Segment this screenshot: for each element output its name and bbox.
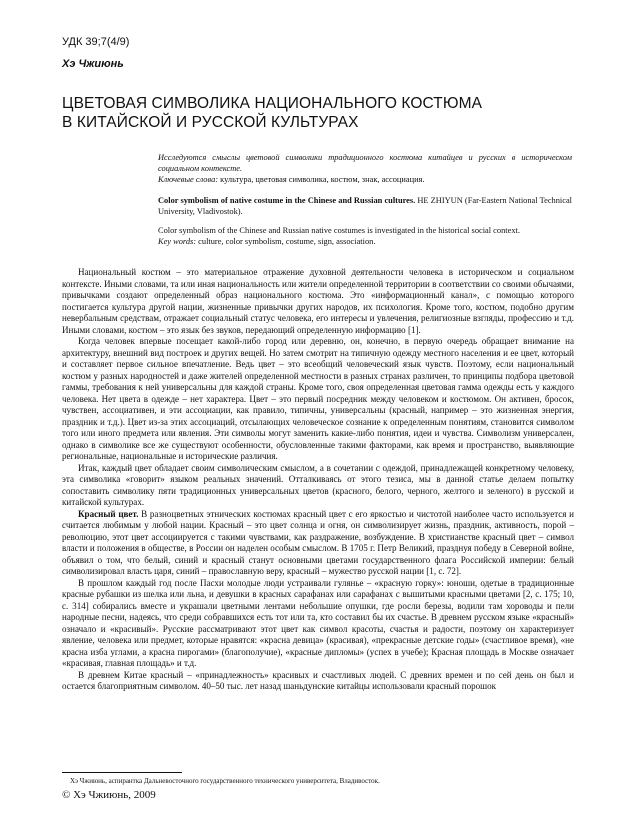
paragraph-5: В прошлом каждый год после Пасхи молодые люди устраивали гулянье – «красную горку»: юноши, одетые в традиционные красные рубашки из шелка или льна, и девушки в красных сарафанах или сарафанах с вышитыми красными цветами [2, с. 175; 10, с. 314] собирались вместе и украшали цветными лентами небольшие опушки, где росли березы, водили там хороводы и пели народные песни, надеясь, что среди собравшихся есть тот или та, кто составил бы их счастье. В древнем русском языке «красный» означало и «красивый». Русские рассматривают этот цвет как символ красоты, счастья и радости, поэтому он характеризует явление, человека или предмет, которые нравятся: «красна девица» (красивая), «прекрасные детские годы» (счастливое время), «не красна изба углами, а красна пирогами» (благополучие), «красные дипломы» (успех в учебе); Красная площадь в Москве означает «красивая, главная площадь» и т.д.: [62, 577, 574, 668]
abstract-en-heading: [158, 195, 572, 217]
abstract-ru-keywords: культура, цветовая символика, костюм, знак, ассоциация.: [220, 175, 425, 184]
abstract-en-keywords: culture, color symbolism, costume, sign, association.: [198, 237, 376, 246]
author-footnote: Хэ Чжиюнь, аспирантка Дальневосточного государственного технического университета, Владивосток.: [70, 777, 380, 785]
paragraph-2: Когда человек впервые посещает какой-либо город или деревню, он, конечно, в первую очередь обращает внимание на архитектуру, внешний вид построек и других вещей. Но затем смотрит на типичную одежду местного населения и ее цвет, который и составляет первое сильное впечатление. Ведь цвет – это всеобщий человеческий язык чувств. Поэтому, если национальный костюм у разных народностей и даже жителей определенной местности в разных странах различен, то принципы подбора цветовой гаммы, требования к ней универсальны для каждой страны. Кроме того, своя определенная цветовая гамма одежды есть у каждого человека. Нет цвета в одежде – нет характера. Цвет – это первый посредник между человеком и костюмом. Он активен, бросок, чувствен, ассоциативен, и эти ассоциации, как правило, типичны, универсальны (красный, например – это жизненная энергия, праздник и т.д.). Цвет из-за этих ассоциаций, отсылающих человеческое сознание к определенным понятиям, становится символом того или иного предмета или явления. Эти символы могут заменить какие-либо понятия, идеи и чувства. Символизм универсален, однако в символике все же существуют особенности, обусловленные такими факторами, как время и пространство, выявляющие региональные, национальные и исторические различия.: [62, 336, 574, 461]
abstract-en: [158, 225, 572, 247]
abstract-ru-keywords-label: Ключевые слова:: [158, 175, 219, 184]
paragraph-4: [62, 509, 574, 578]
paragraph-1: Национальный костюм – это материальное отражение духовной деятельности человека в историческом и социальном контексте. Иными словами, та или иная национальность или жители определенной территории в соответствии со своими обычаями, привычками создают определенный образ национального костюма. Это «информационный канал», с помощью которого постигается культура другой нации, жизненные привычки других народов, их психология. Кроме того, костюм, подобно другим невербальным средствам, отражает социальный статус человека, его интересы и увлечения, религиозные взгляды, профессию и т.д. Иными словами, костюм – это язык без звуков, передающий определенную информацию [1].: [62, 267, 575, 335]
title-line-1: ЦВЕТОВАЯ СИМВОЛИКА НАЦИОНАЛЬНОГО КОСТЮМА: [62, 95, 483, 112]
abstract-block: [158, 152, 572, 247]
udc-code: УДК 39;7(4/9): [62, 36, 130, 48]
paragraph-4-text: В разноцветных этнических костюмах красный цвет с его яркостью и чистотой наиболее часто используется и считается любимым у любой нации. Красный – это цвет солнца и огня, он символизирует жизнь, праздник, активность, порой – революцию, этот цвет ассоциируется с такими чувствами, как раздражение, возбуждение. В христианстве красный цвет – символ власти и положения в обществе, в России он наделен особым смыслом. В 1705 г. Петр Великий, празднуя победу в Северной войне, объявил о том, что белый, синий и красный станут основными цветами государственного флага Российской империи: белый символизировал власть царя, синий – православную веру, красный – мужество русской нации [1, с. 72].: [62, 508, 574, 576]
abstract-ru-text: Исследуются смыслы цветовой символики традиционного костюма китайцев и русских в историческом социальном контексте.: [158, 153, 572, 173]
paragraph-3: Итак, каждый цвет обладает своим символическим смыслом, а в сочетании с одеждой, принадлежащей конкретному человеку, эта символика «говорит» языком реальных значений. Отталкиваясь от этого тезиса, мы в данной статье делаем попытку сопоставить символику пяти традиционных универсальных цветов (красного, белого, черного, желтого и зеленого) в русской и китайской культурах.: [62, 462, 574, 507]
title-line-2: В КИТАЙСКОЙ И РУССКОЙ КУЛЬТУРАХ: [62, 114, 359, 131]
article-body: [62, 267, 574, 693]
abstract-ru: [158, 152, 572, 185]
section-lead-red: Красный цвет.: [78, 508, 139, 519]
abstract-en-author: HE ZHIYUN (Far-Eastern National Technical University, Vladivostok).: [158, 196, 572, 216]
footnote-divider: [62, 772, 182, 773]
paragraph-6: В древнем Китае красный – «принадлежность» красивых и счастливых людей. С древних времен и по сей день он был и остается благоприятным символом. 40–50 тыс. лет назад шаньдунские китайцы использовали красный порошок: [62, 669, 574, 691]
abstract-en-title: Color symbolism of native costume in the Chinese and Russian cultures.: [158, 196, 416, 205]
copyright: © Хэ Чжиюнь, 2009: [62, 789, 156, 801]
abstract-en-text: Color symbolism of the Chinese and Russian native costumes is investigated in the historical social context.: [158, 226, 520, 235]
abstract-en-keywords-label: Key words:: [158, 237, 197, 246]
author-name: Хэ Чжиюнь: [62, 58, 124, 70]
article-title: [62, 94, 582, 132]
